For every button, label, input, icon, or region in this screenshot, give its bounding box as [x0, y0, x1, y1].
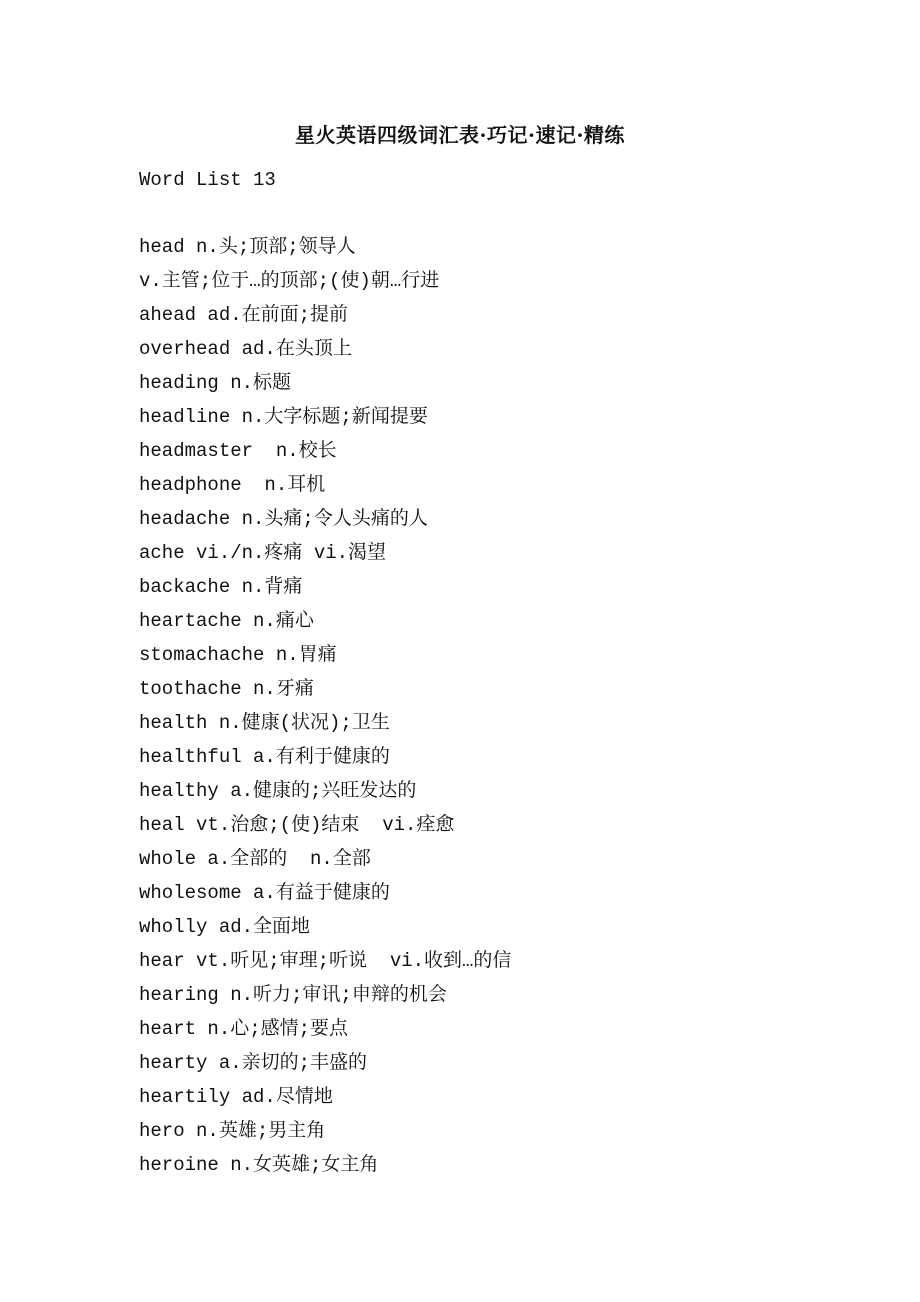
- vocabulary-entry: heroine n.女英雄;女主角: [139, 1154, 379, 1176]
- vocabulary-entry: headphone n.耳机: [139, 474, 326, 496]
- vocabulary-entry: heartily ad.尽情地: [139, 1086, 333, 1108]
- vocabulary-entry: wholesome a.有益于健康的: [139, 882, 390, 904]
- vocabulary-entry: headmaster n.校长: [139, 440, 337, 462]
- vocabulary-entry: whole a.全部的 n.全部: [139, 848, 371, 870]
- vocabulary-entry: ache vi./n.疼痛 vi.渴望: [139, 542, 387, 564]
- word-list-label: Word List 13: [139, 169, 276, 191]
- vocabulary-entry: heartache n.痛心: [139, 610, 314, 632]
- vocabulary-entry: hearty a.亲切的;丰盛的: [139, 1052, 368, 1074]
- vocabulary-entry: headline n.大字标题;新闻提要: [139, 406, 428, 428]
- vocabulary-entry: wholly ad.全面地: [139, 916, 311, 938]
- vocabulary-entry: hero n.英雄;男主角: [139, 1120, 326, 1142]
- vocabulary-entry: backache n.背痛: [139, 576, 303, 598]
- vocabulary-entry: healthy a.健康的;兴旺发达的: [139, 780, 417, 802]
- vocabulary-entry: heading n.标题: [139, 372, 292, 394]
- vocabulary-entry: overhead ad.在头顶上: [139, 338, 352, 360]
- vocabulary-entry: hear vt.听见;审理;听说 vi.收到…的信: [139, 950, 512, 972]
- vocabulary-list: [139, 233, 511, 1185]
- vocabulary-entry: head n.头;顶部;领导人: [139, 236, 356, 258]
- vocabulary-entry: health n.健康(状况);卫生: [139, 712, 390, 734]
- vocabulary-entry: hearing n.听力;审讯;申辩的机会: [139, 984, 447, 1006]
- vocabulary-entry: heal vt.治愈;(使)结束 vi.痊愈: [139, 814, 455, 836]
- vocabulary-entry: v.主管;位于…的顶部;(使)朝…行进: [139, 270, 440, 292]
- vocabulary-entry: headache n.头痛;令人头痛的人: [139, 508, 428, 530]
- vocabulary-entry: healthful a.有利于健康的: [139, 746, 390, 768]
- vocabulary-entry: toothache n.牙痛: [139, 678, 314, 700]
- document-title: 星火英语四级词汇表·巧记·速记·精练: [295, 123, 625, 147]
- vocabulary-entry: stomachache n.胃痛: [139, 644, 337, 666]
- vocabulary-entry: heart n.心;感情;要点: [139, 1018, 349, 1040]
- vocabulary-entry: ahead ad.在前面;提前: [139, 304, 349, 326]
